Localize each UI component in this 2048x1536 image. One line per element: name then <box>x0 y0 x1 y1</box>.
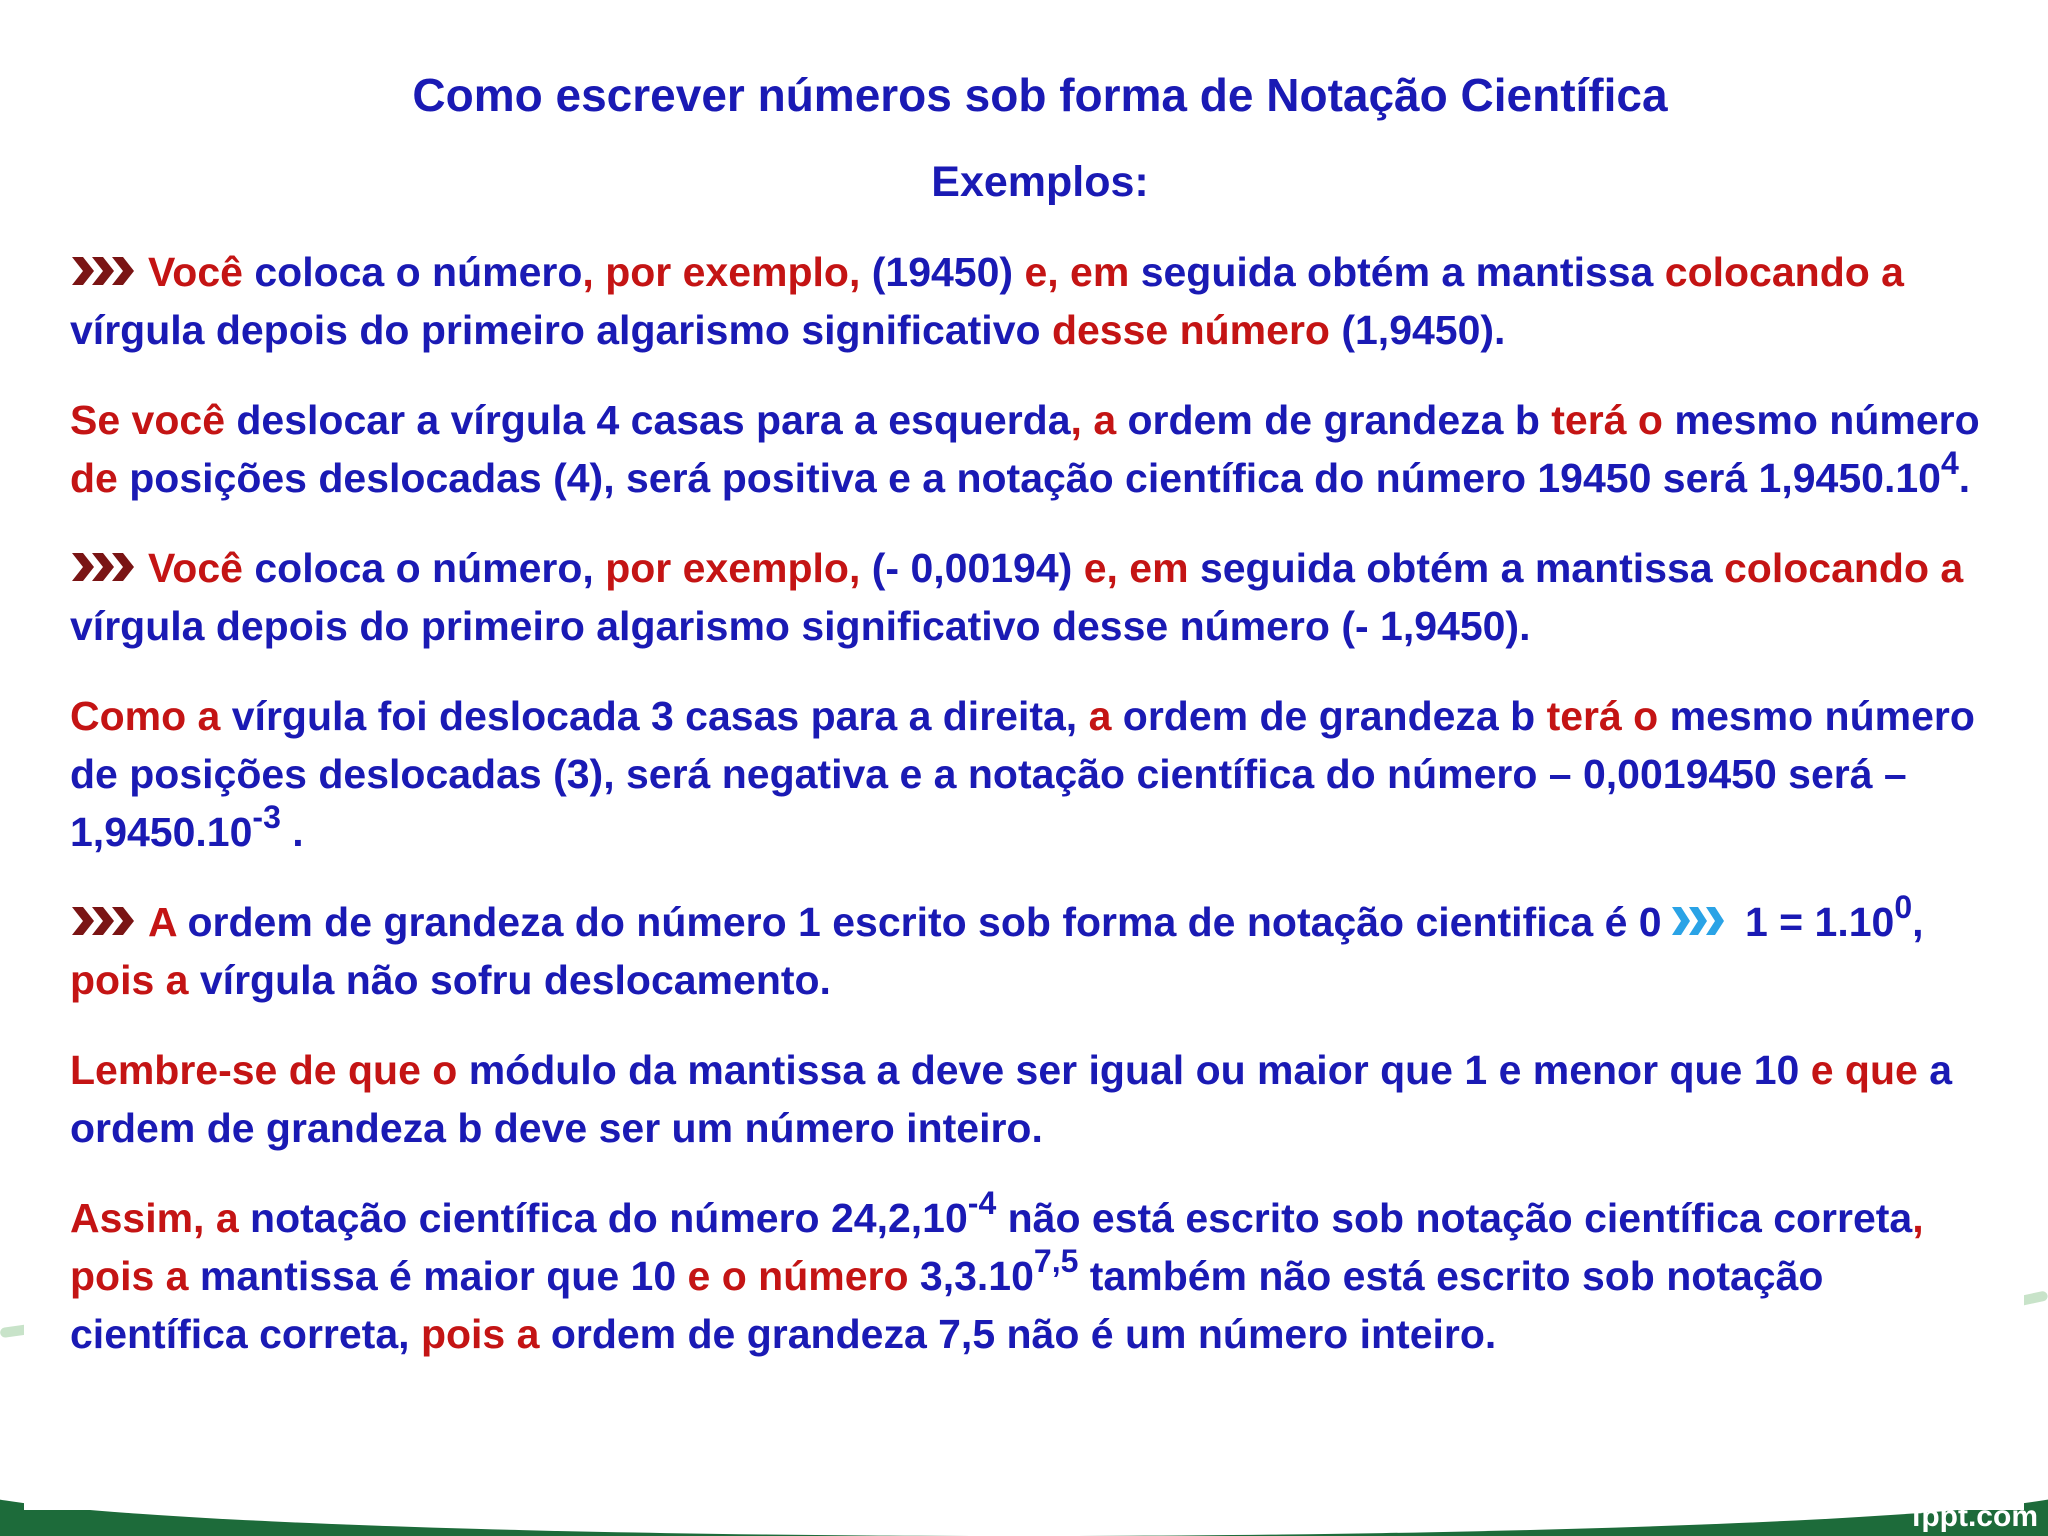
slide-subtitle: Exemplos: <box>931 158 1149 206</box>
triple-chevron-bullet-icon <box>70 254 136 288</box>
text-red: e que <box>1810 1047 1918 1093</box>
text-red: Assim, a <box>70 1195 239 1241</box>
text-blue: coloca o número <box>242 249 583 295</box>
paragraph-explanation-2 <box>70 687 2010 861</box>
text-red: e, em <box>1083 545 1189 591</box>
text-blue: (19450) <box>860 249 1025 295</box>
watermark: fppt.com <box>1911 1500 2038 1533</box>
slide-title: Como escrever números sob forma de Notação Científica <box>412 69 1668 121</box>
text-blue: ordem de grandeza do número 1 escrito sob forma de notação cientifica é 0 <box>176 899 1662 945</box>
text-red: pois a <box>420 1311 540 1357</box>
paragraph-explanation-1 <box>70 391 2010 507</box>
text-red: Se você <box>70 397 225 443</box>
text-blue: não está escrito sob notação científica correta <box>996 1195 1913 1241</box>
triple-chevron-bullet-icon <box>70 904 136 938</box>
text-blue: mesmo número de posições deslocadas (3), será negativa e a notação científica do número – 0,0019450 será – 1,9450.10 <box>70 693 1975 855</box>
text-blue: 1 = 1.10 <box>1733 899 1895 945</box>
text-red: desse número <box>1051 307 1330 353</box>
text-blue: . <box>280 809 304 855</box>
text-red: A <box>148 899 177 945</box>
paragraph-reminder <box>70 1041 2010 1157</box>
text-blue: , <box>1912 899 1924 945</box>
text-blue: seguida obtém a mantissa <box>1188 545 1724 591</box>
text-blue: mesmo número <box>1662 397 1980 443</box>
paragraph-example-3 <box>70 889 2010 1009</box>
text-red: terá o <box>1546 693 1659 739</box>
text-blue: vírgula não sofru deslocamento. <box>188 957 831 1003</box>
exponent: -3 <box>252 799 281 835</box>
slide-content <box>70 65 2010 1395</box>
text-blue: módulo da mantissa a deve ser igual ou maior que 1 e menor que 10 <box>457 1047 1811 1093</box>
text-red: a <box>1088 693 1112 739</box>
text-blue: seguida obtém a mantissa <box>1129 249 1665 295</box>
text-blue: 3,3.10 <box>908 1253 1034 1299</box>
text-blue: (- 0,00194) <box>860 545 1084 591</box>
text-blue: deslocar a vírgula 4 casas para a esquerda <box>225 397 1071 443</box>
exponent: -4 <box>967 1185 997 1221</box>
text-red: Você <box>148 249 243 295</box>
paragraph-counterexamples <box>70 1185 2010 1363</box>
text-red: de <box>70 455 118 501</box>
text-blue: mantissa é maior que 10 <box>188 1253 688 1299</box>
text-blue: vírgula depois do primeiro algarismo significativo desse número (- 1,9450). <box>70 603 1531 649</box>
text-red: e o número <box>687 1253 909 1299</box>
text-blue: ordem de grandeza b <box>1111 693 1547 739</box>
text-blue: a ordem de grandeza b deve ser um número inteiro. <box>70 1047 1953 1151</box>
text-red: , pois a <box>70 1195 1924 1299</box>
paragraph-example-2 <box>70 539 2010 655</box>
paragraph-example-1 <box>70 243 2010 359</box>
text-red: por exemplo, <box>605 545 861 591</box>
text-red: Como a <box>70 693 221 739</box>
text-red: , a <box>1070 397 1117 443</box>
text-blue: (1,9450). <box>1329 307 1506 353</box>
text-blue: vírgula depois do primeiro algarismo significativo <box>70 307 1052 353</box>
text-blue: coloca o número, <box>242 545 606 591</box>
text-red: , por exemplo, <box>582 249 861 295</box>
triple-chevron-bullet-icon <box>70 550 136 584</box>
exponent: 4 <box>1940 445 1959 481</box>
triple-chevron-arrow-icon <box>1670 904 1726 938</box>
text-red: pois a <box>70 957 189 1003</box>
text-blue: . <box>1958 455 1971 501</box>
text-red: colocando a <box>1724 545 1964 591</box>
exponent: 0 <box>1894 889 1913 925</box>
text-red: colocando a <box>1664 249 1904 295</box>
text-blue: notação científica do número 24,2,10 <box>238 1195 968 1241</box>
text-blue: ordem de grandeza b <box>1116 397 1552 443</box>
text-red: Lembre-se de que o <box>70 1047 458 1093</box>
text-red: Você <box>148 545 243 591</box>
text-blue: também não está escrito sob notação científica correta, <box>70 1253 1824 1357</box>
text-blue: vírgula foi deslocada 3 casas para a direita, <box>220 693 1089 739</box>
text-red: e, em <box>1024 249 1130 295</box>
text-blue: posições deslocadas (4), será positiva e a notação científica do número 19450 será 1,9450.10 <box>117 455 1941 501</box>
text-red: terá o <box>1551 397 1663 443</box>
exponent: 7,5 <box>1033 1243 1079 1279</box>
text-blue: ordem de grandeza 7,5 não é um número inteiro. <box>539 1311 1497 1357</box>
